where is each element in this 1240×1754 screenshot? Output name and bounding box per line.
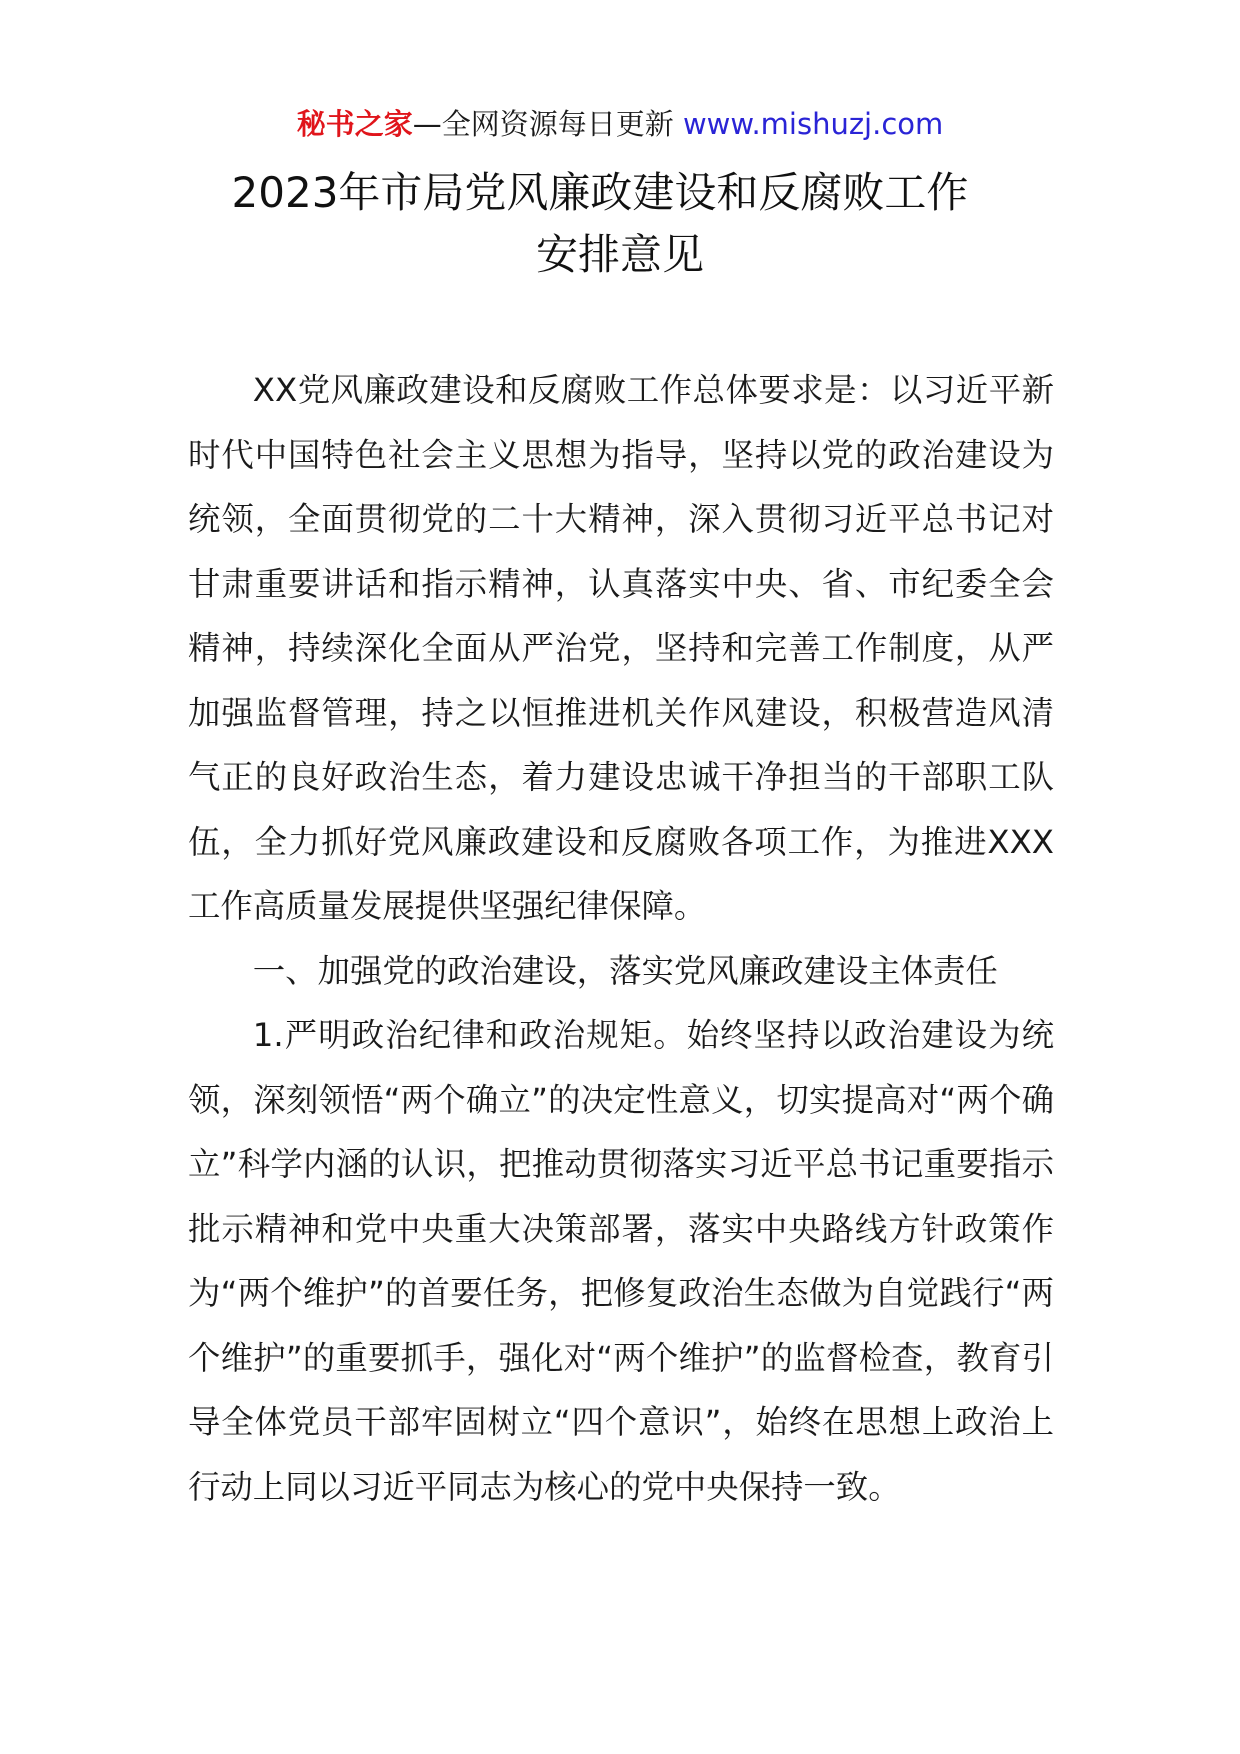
section-heading-1: 一、加强党的政治建设，落实党风廉政建设主体责任 bbox=[252, 951, 998, 990]
item-paragraph-1: 1.严明政治纪律和政治规矩。始终坚持以政治建设为统领，深刻领悟“两个确立”的决定性意义，切实提高对“两个确立”科学内涵的认识，把推动贯彻落实习近平总书记重要指示批示精神和党中央重大决策部署，落实中央路线方针政策作为“两个维护”的首要任务，把修复政治生态做为自觉践行“两个维护”的重要抓手，强化对“两个维护”的监督检查，教育引导全体党员干部牢固树立“四个意识”，始终在思想上政治上行动上同以习近平同志为核心的党中央保持一致。 bbox=[188, 1016, 1054, 1506]
title-line-1: 2023年市局党风廉政建设和反腐败工作 bbox=[231, 168, 969, 217]
header-tagline: —全网资源每日更新 bbox=[412, 107, 674, 141]
document-body bbox=[188, 358, 1054, 1519]
site-header bbox=[0, 104, 1240, 144]
title-line-2: 安排意见 bbox=[535, 230, 704, 279]
site-url-link[interactable]: www.mishuzj.com bbox=[682, 107, 944, 141]
intro-paragraph: XX党风廉政建设和反腐败工作总体要求是：以习近平新时代中国特色社会主义思想为指导，坚持以党的政治建设为统领，全面贯彻党的二十大精神，深入贯彻习近平总书记对甘肃重要讲话和指示精神，认真落实中央、省、市纪委全会精神，持续深化全面从严治党，坚持和完善工作制度，从严加强监督管理，持之以恒推进机关作风建设，积极营造风清气正的良好政治生态，着力建设忠诚干净担当的干部职工队伍，全力抓好党风廉政建设和反腐败各项工作，为推进XXX工作高质量发展提供坚强纪律保障。 bbox=[188, 371, 1054, 925]
brand-name: 秘书之家 bbox=[296, 107, 413, 141]
document-title bbox=[0, 162, 1240, 286]
